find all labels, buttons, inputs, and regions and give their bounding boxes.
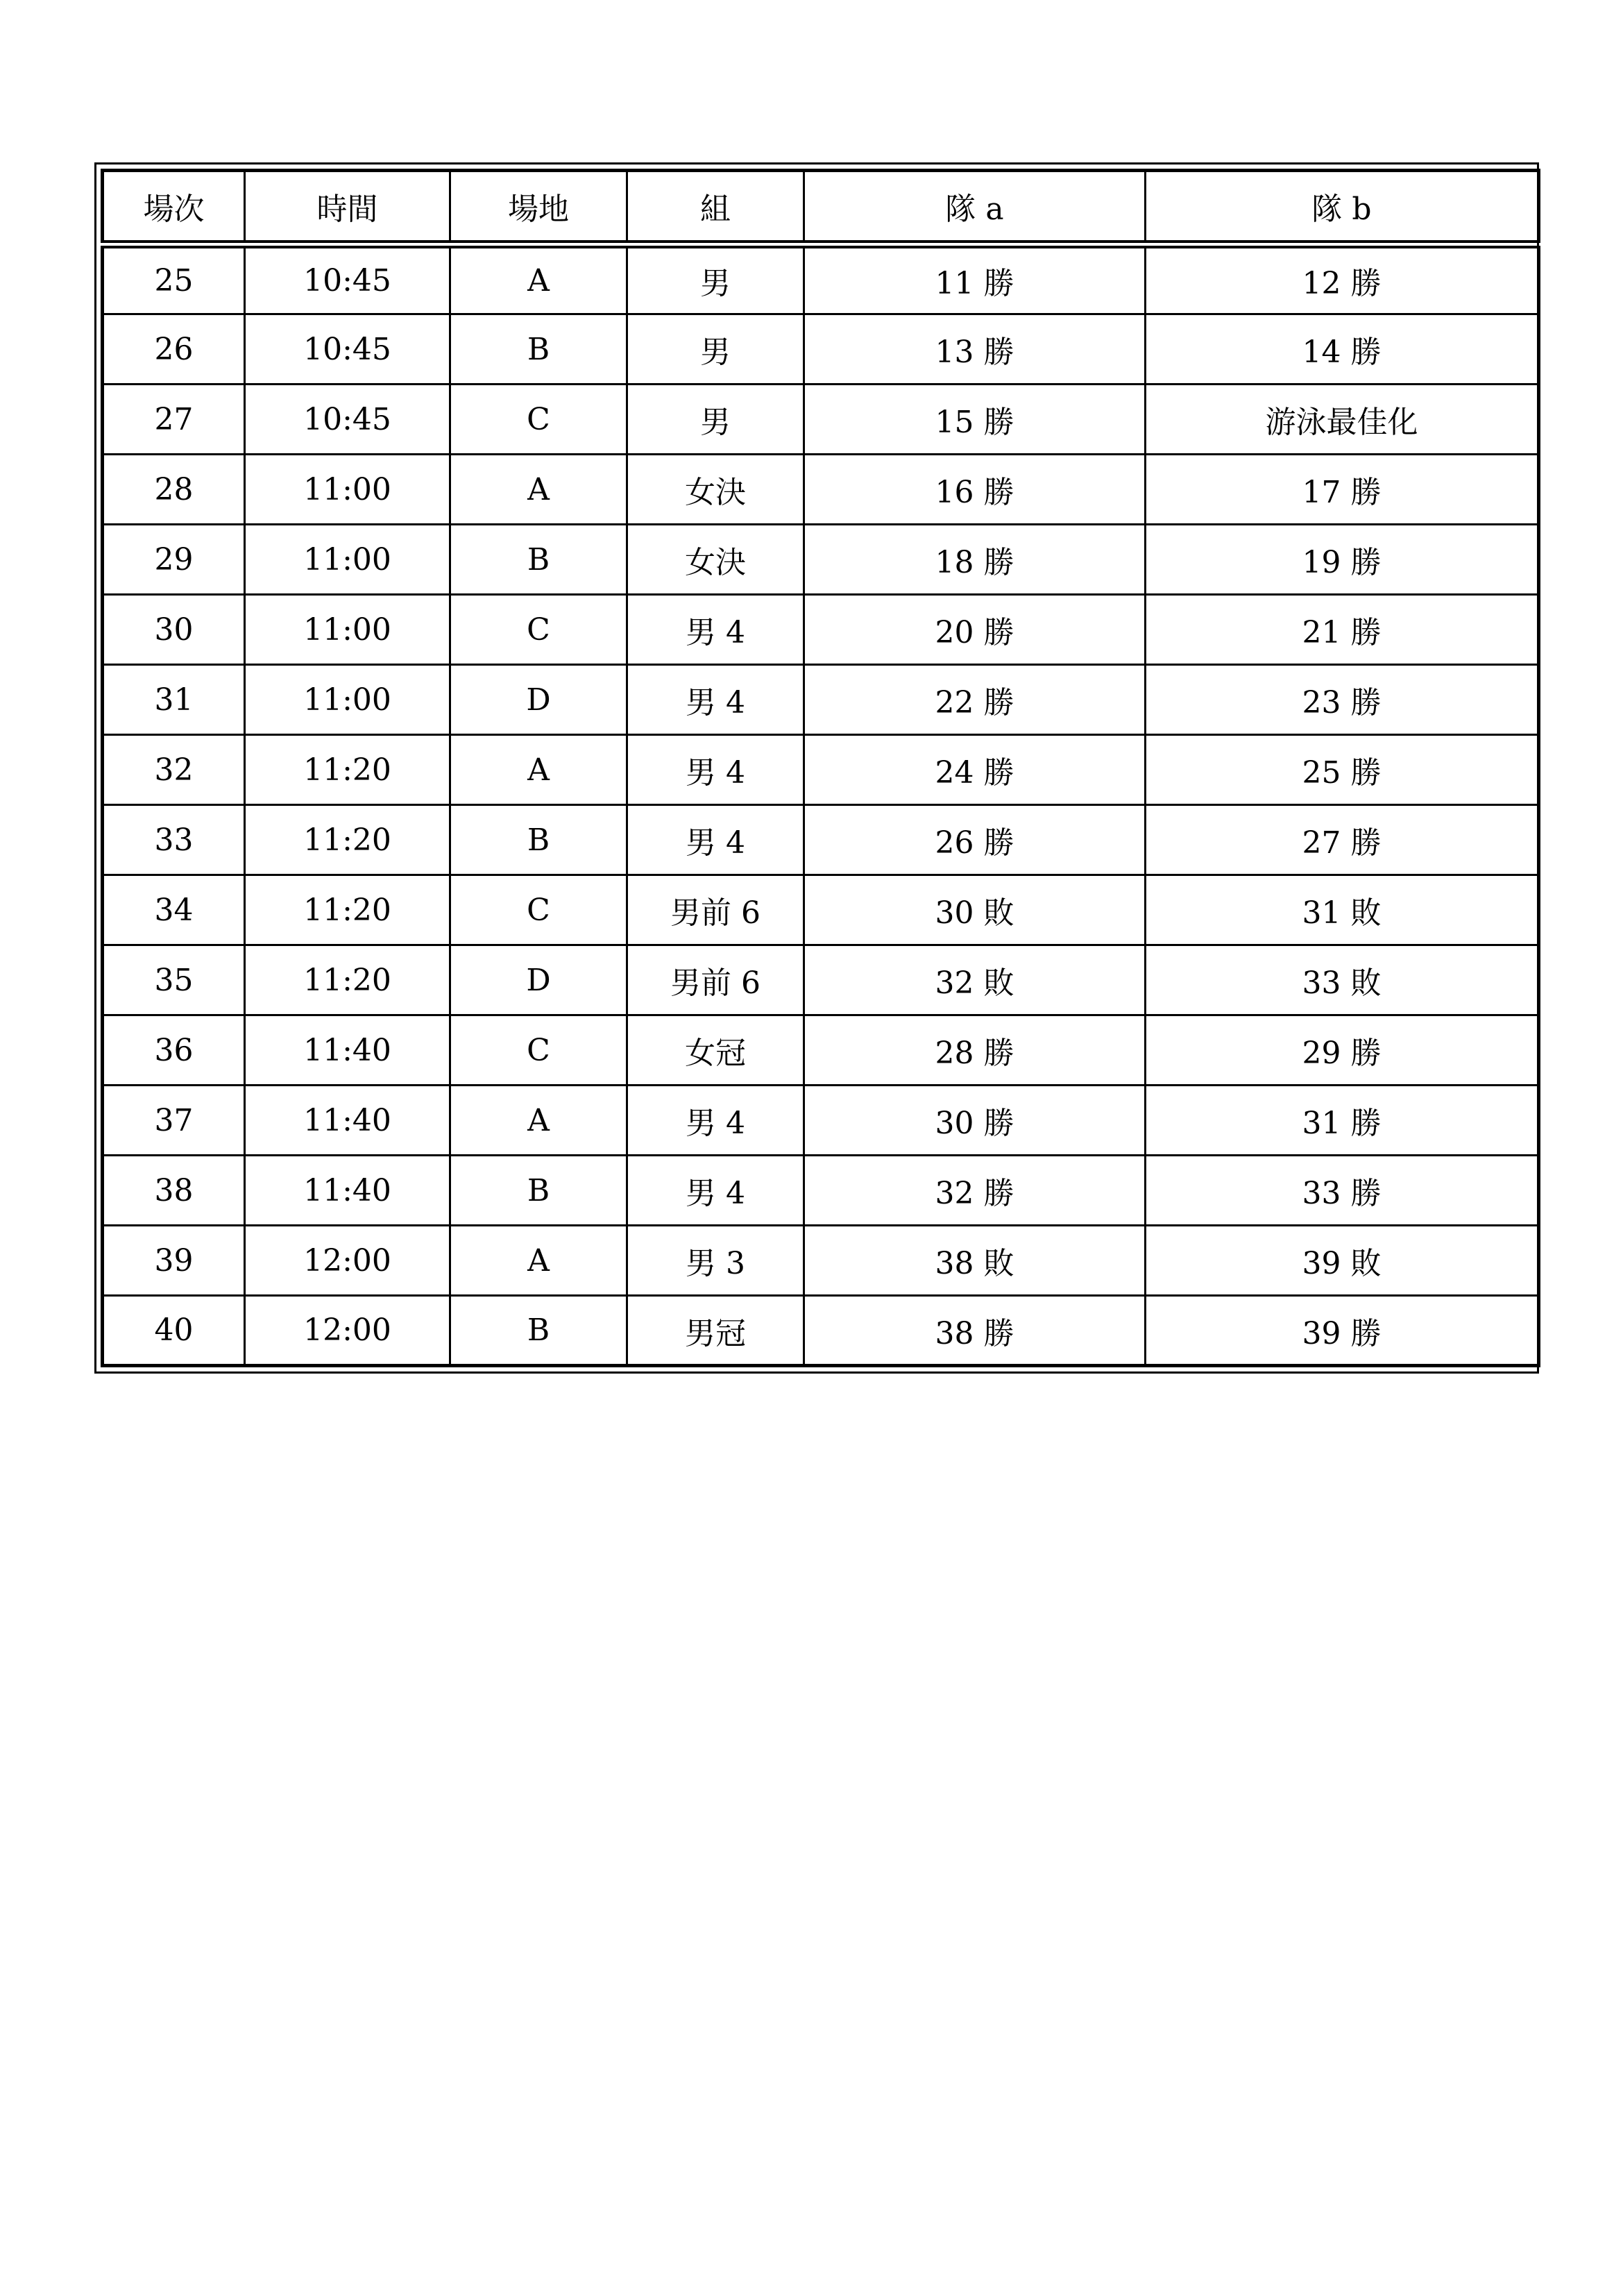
team-a-cell: 15 勝 bbox=[804, 385, 1146, 455]
table-row bbox=[103, 945, 1539, 1015]
table-row bbox=[103, 385, 1539, 455]
venue-cell: B bbox=[450, 805, 627, 875]
team-b-cell: 27 勝 bbox=[1146, 805, 1539, 875]
match-schedule-table bbox=[101, 169, 1540, 1367]
match-number-cell: 32 bbox=[103, 735, 245, 805]
schedule-table-frame bbox=[94, 162, 1539, 1374]
team-b-cell: 23 勝 bbox=[1146, 665, 1539, 735]
group-cell: 男 4 bbox=[627, 1086, 804, 1156]
table-row bbox=[103, 1156, 1539, 1226]
header-team-a: 隊 a bbox=[804, 171, 1146, 244]
match-number-cell: 34 bbox=[103, 875, 245, 945]
team-a-cell: 26 勝 bbox=[804, 805, 1146, 875]
team-a-cell: 38 勝 bbox=[804, 1296, 1146, 1366]
venue-cell: A bbox=[450, 1226, 627, 1296]
group-cell: 男 bbox=[627, 385, 804, 455]
match-number-cell: 39 bbox=[103, 1226, 245, 1296]
venue-cell: B bbox=[450, 314, 627, 385]
time-cell: 11:40 bbox=[245, 1086, 450, 1156]
venue-cell: A bbox=[450, 1086, 627, 1156]
match-number-cell: 27 bbox=[103, 385, 245, 455]
team-a-cell: 30 勝 bbox=[804, 1086, 1146, 1156]
group-cell: 女冠 bbox=[627, 1015, 804, 1086]
match-number-cell: 28 bbox=[103, 455, 245, 525]
team-a-cell: 30 敗 bbox=[804, 875, 1146, 945]
header-venue: 場地 bbox=[450, 171, 627, 244]
match-number-cell: 35 bbox=[103, 945, 245, 1015]
match-number-cell: 25 bbox=[103, 244, 245, 314]
team-b-cell: 31 敗 bbox=[1146, 875, 1539, 945]
group-cell: 男 4 bbox=[627, 1156, 804, 1226]
venue-cell: C bbox=[450, 1015, 627, 1086]
table-row bbox=[103, 875, 1539, 945]
time-cell: 10:45 bbox=[245, 385, 450, 455]
team-a-cell: 20 勝 bbox=[804, 595, 1146, 665]
time-cell: 11:40 bbox=[245, 1156, 450, 1226]
time-cell: 11:40 bbox=[245, 1015, 450, 1086]
table-row bbox=[103, 455, 1539, 525]
time-cell: 12:00 bbox=[245, 1226, 450, 1296]
team-a-cell: 32 敗 bbox=[804, 945, 1146, 1015]
group-cell: 男冠 bbox=[627, 1296, 804, 1366]
team-a-cell: 38 敗 bbox=[804, 1226, 1146, 1296]
group-cell: 男 bbox=[627, 244, 804, 314]
venue-cell: B bbox=[450, 525, 627, 595]
match-number-cell: 36 bbox=[103, 1015, 245, 1086]
table-row bbox=[103, 1015, 1539, 1086]
group-cell: 女決 bbox=[627, 525, 804, 595]
team-b-cell: 游泳最佳化 bbox=[1146, 385, 1539, 455]
table-row bbox=[103, 1296, 1539, 1366]
group-cell: 男 4 bbox=[627, 595, 804, 665]
venue-cell: C bbox=[450, 875, 627, 945]
time-cell: 11:00 bbox=[245, 455, 450, 525]
header-group: 組 bbox=[627, 171, 804, 244]
team-a-cell: 28 勝 bbox=[804, 1015, 1146, 1086]
group-cell: 男 4 bbox=[627, 735, 804, 805]
venue-cell: A bbox=[450, 455, 627, 525]
venue-cell: A bbox=[450, 244, 627, 314]
time-cell: 11:00 bbox=[245, 665, 450, 735]
table-row bbox=[103, 665, 1539, 735]
header-team-b: 隊 b bbox=[1146, 171, 1539, 244]
team-b-cell: 31 勝 bbox=[1146, 1086, 1539, 1156]
team-b-cell: 12 勝 bbox=[1146, 244, 1539, 314]
group-cell: 男 4 bbox=[627, 665, 804, 735]
team-b-cell: 39 敗 bbox=[1146, 1226, 1539, 1296]
group-cell: 男前 6 bbox=[627, 875, 804, 945]
venue-cell: C bbox=[450, 595, 627, 665]
match-number-cell: 37 bbox=[103, 1086, 245, 1156]
venue-cell: C bbox=[450, 385, 627, 455]
time-cell: 11:20 bbox=[245, 805, 450, 875]
time-cell: 10:45 bbox=[245, 314, 450, 385]
table-row bbox=[103, 314, 1539, 385]
time-cell: 11:20 bbox=[245, 945, 450, 1015]
table-row bbox=[103, 1226, 1539, 1296]
match-number-cell: 38 bbox=[103, 1156, 245, 1226]
time-cell: 10:45 bbox=[245, 244, 450, 314]
match-number-cell: 33 bbox=[103, 805, 245, 875]
header-match-number: 場次 bbox=[103, 171, 245, 244]
group-cell: 男 4 bbox=[627, 805, 804, 875]
match-number-cell: 26 bbox=[103, 314, 245, 385]
match-number-cell: 30 bbox=[103, 595, 245, 665]
table-row bbox=[103, 1086, 1539, 1156]
venue-cell: B bbox=[450, 1296, 627, 1366]
team-b-cell: 21 勝 bbox=[1146, 595, 1539, 665]
team-b-cell: 33 敗 bbox=[1146, 945, 1539, 1015]
team-b-cell: 17 勝 bbox=[1146, 455, 1539, 525]
match-number-cell: 29 bbox=[103, 525, 245, 595]
time-cell: 11:20 bbox=[245, 735, 450, 805]
group-cell: 男 3 bbox=[627, 1226, 804, 1296]
team-a-cell: 22 勝 bbox=[804, 665, 1146, 735]
team-b-cell: 33 勝 bbox=[1146, 1156, 1539, 1226]
team-a-cell: 11 勝 bbox=[804, 244, 1146, 314]
venue-cell: D bbox=[450, 665, 627, 735]
table-row bbox=[103, 595, 1539, 665]
match-number-cell: 31 bbox=[103, 665, 245, 735]
group-cell: 男前 6 bbox=[627, 945, 804, 1015]
team-a-cell: 13 勝 bbox=[804, 314, 1146, 385]
match-number-cell: 40 bbox=[103, 1296, 245, 1366]
group-cell: 男 bbox=[627, 314, 804, 385]
team-a-cell: 16 勝 bbox=[804, 455, 1146, 525]
table-row bbox=[103, 525, 1539, 595]
team-a-cell: 18 勝 bbox=[804, 525, 1146, 595]
team-b-cell: 25 勝 bbox=[1146, 735, 1539, 805]
team-b-cell: 39 勝 bbox=[1146, 1296, 1539, 1366]
table-row bbox=[103, 805, 1539, 875]
time-cell: 11:00 bbox=[245, 525, 450, 595]
time-cell: 12:00 bbox=[245, 1296, 450, 1366]
time-cell: 11:20 bbox=[245, 875, 450, 945]
team-b-cell: 19 勝 bbox=[1146, 525, 1539, 595]
table-header-row bbox=[103, 171, 1539, 244]
time-cell: 11:00 bbox=[245, 595, 450, 665]
header-time: 時間 bbox=[245, 171, 450, 244]
table-body bbox=[103, 244, 1539, 1366]
table-row bbox=[103, 244, 1539, 314]
venue-cell: D bbox=[450, 945, 627, 1015]
team-b-cell: 14 勝 bbox=[1146, 314, 1539, 385]
team-a-cell: 24 勝 bbox=[804, 735, 1146, 805]
team-b-cell: 29 勝 bbox=[1146, 1015, 1539, 1086]
team-a-cell: 32 勝 bbox=[804, 1156, 1146, 1226]
venue-cell: B bbox=[450, 1156, 627, 1226]
table-row bbox=[103, 735, 1539, 805]
group-cell: 女決 bbox=[627, 455, 804, 525]
venue-cell: A bbox=[450, 735, 627, 805]
